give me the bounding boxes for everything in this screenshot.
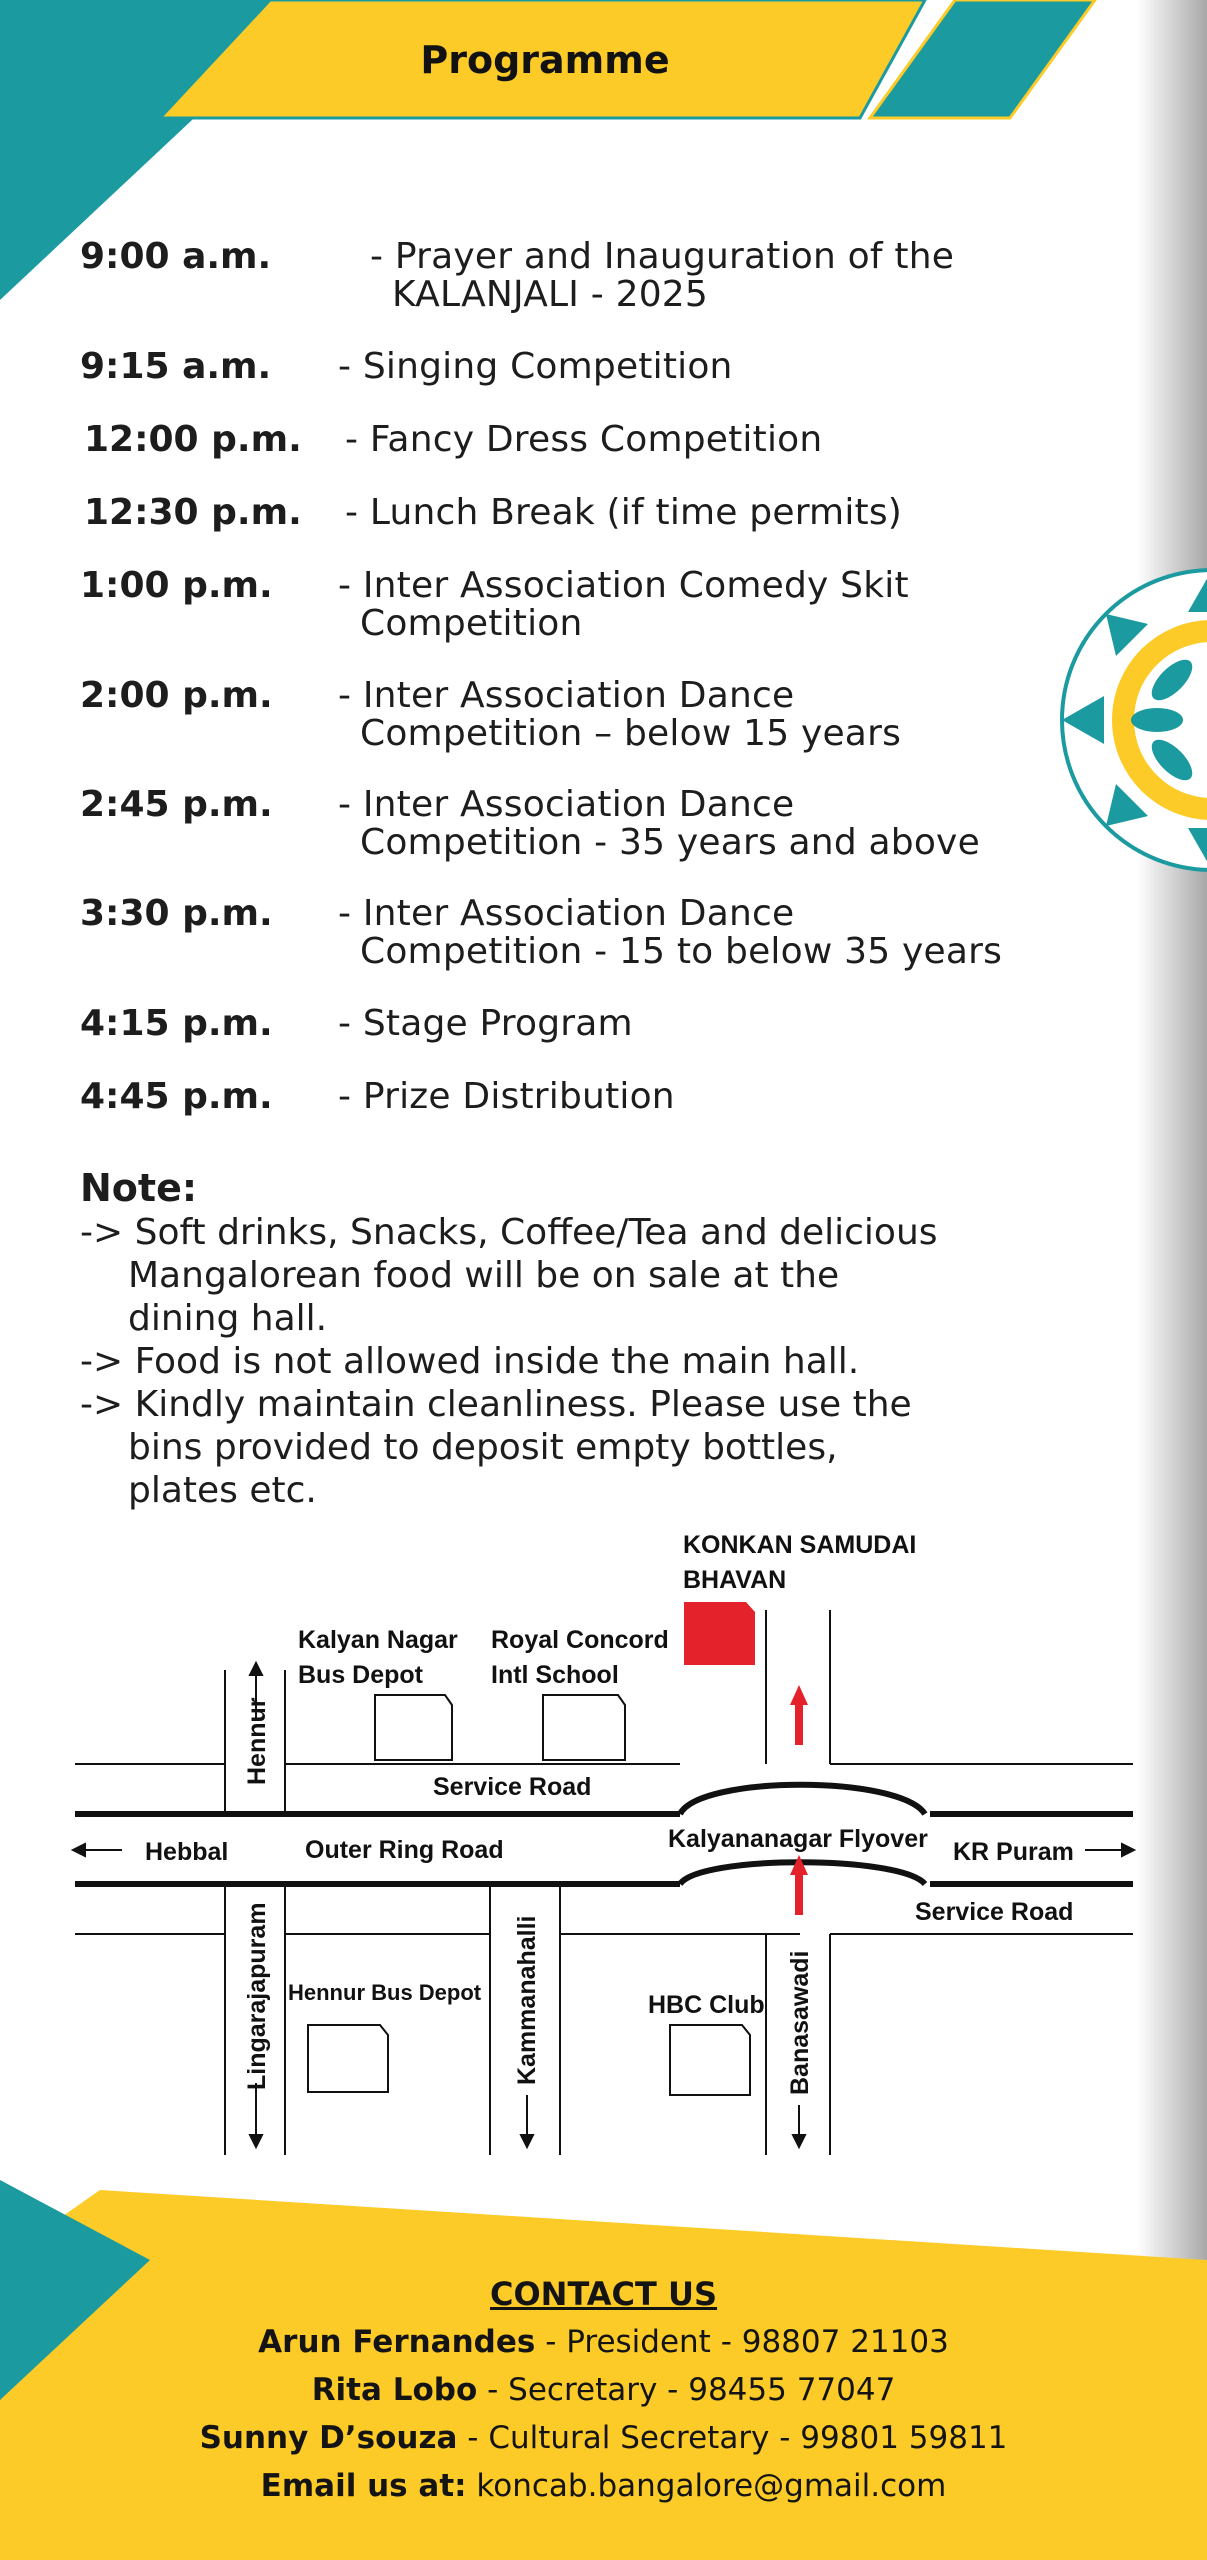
email-label: Email us at: bbox=[260, 2468, 467, 2504]
schedule-time: 1:00 p.m. bbox=[80, 565, 273, 606]
note-line: dining hall. bbox=[128, 1298, 328, 1339]
schedule-time: 12:00 p.m. bbox=[84, 419, 302, 460]
building-hbc-club bbox=[670, 2025, 750, 2095]
banasawadi-label: Banasawadi bbox=[786, 1950, 814, 2095]
email-link[interactable]: koncab.bangalore@gmail.com bbox=[466, 2468, 947, 2504]
note-line: -> Food is not allowed inside the main hall. bbox=[80, 1341, 860, 1382]
lingarajapuram-label: Lingarajapuram bbox=[243, 1902, 271, 2090]
note-item bbox=[80, 1340, 1130, 1383]
outer-ring-road-label: Outer Ring Road bbox=[305, 1836, 504, 1864]
schedule-desc: - Fancy Dress Competition bbox=[345, 419, 823, 460]
schedule-row bbox=[80, 421, 1140, 494]
schedule-desc bbox=[338, 677, 901, 753]
service-road-label: Service Road bbox=[433, 1773, 592, 1801]
venue-marker bbox=[684, 1602, 755, 1665]
schedule-desc-line2: KALANJALI - 2025 bbox=[392, 274, 709, 315]
hebbal-label: Hebbal bbox=[145, 1838, 229, 1866]
contact-name: Rita Lobo bbox=[311, 2372, 478, 2408]
schedule-desc: - Prize Distribution bbox=[338, 1076, 675, 1117]
contact-name: Sunny D’souza bbox=[199, 2420, 458, 2456]
schedule-time: 9:15 a.m. bbox=[80, 346, 272, 387]
note-item bbox=[80, 1211, 1130, 1340]
note-line: plates etc. bbox=[128, 1470, 317, 1511]
kalyan-nagar-label: Kalyan Nagar bbox=[298, 1626, 458, 1654]
note-section bbox=[80, 1165, 1130, 1512]
note-item bbox=[80, 1383, 1130, 1512]
schedule-row bbox=[80, 677, 1140, 786]
hbc-club-label: HBC Club bbox=[648, 1991, 765, 2019]
note-title: Note: bbox=[80, 1166, 198, 1210]
schedule-time: 12:30 p.m. bbox=[84, 492, 302, 533]
schedule-desc bbox=[338, 786, 980, 862]
red-arrow-icon bbox=[790, 1685, 808, 1915]
contact-details: - Cultural Secretary - 99801 59811 bbox=[457, 2420, 1008, 2456]
contact-row-president bbox=[0, 2318, 1207, 2366]
contact-name: Arun Fernandes bbox=[258, 2324, 536, 2360]
schedule-desc-line: - Prayer and Inauguration of the bbox=[370, 236, 955, 277]
schedule-time: 2:45 p.m. bbox=[80, 784, 273, 825]
schedule-desc-line2: Competition - 35 years and above bbox=[360, 822, 980, 863]
location-map bbox=[0, 1520, 1207, 2160]
schedule-desc bbox=[338, 895, 1002, 971]
hennur-bus-depot-label: Hennur Bus Depot bbox=[288, 1980, 482, 2005]
contact-heading: CONTACT US bbox=[489, 2275, 718, 2313]
schedule-row bbox=[80, 238, 1140, 348]
schedule-row bbox=[80, 348, 1140, 421]
schedule-row bbox=[80, 1005, 1140, 1078]
building-hennur-depot bbox=[308, 2025, 388, 2092]
kalyan-nagar-label: Bus Depot bbox=[298, 1661, 423, 1689]
schedule-desc-line: - Inter Association Dance bbox=[338, 893, 795, 934]
schedule-desc-line2: Competition – below 15 years bbox=[360, 713, 902, 754]
schedule-row bbox=[80, 895, 1140, 1005]
map-roads bbox=[75, 1610, 1133, 2155]
schedule-desc: - Singing Competition bbox=[338, 346, 733, 387]
schedule-desc-line2: Competition bbox=[360, 603, 583, 644]
schedule-desc-line: - Inter Association Comedy Skit bbox=[338, 565, 909, 606]
schedule-time: 4:15 p.m. bbox=[80, 1003, 273, 1044]
hennur-label: Hennur bbox=[243, 1697, 271, 1785]
page-title: Programme bbox=[420, 38, 670, 82]
building-royal-concord bbox=[543, 1695, 625, 1760]
schedule-row bbox=[80, 786, 1140, 895]
schedule-desc: - Stage Program bbox=[338, 1003, 633, 1044]
note-line: Mangalorean food will be on sale at the bbox=[128, 1255, 840, 1296]
schedule-row bbox=[80, 1078, 1140, 1151]
note-line: -> Soft drinks, Snacks, Coffee/Tea and delicious bbox=[80, 1212, 938, 1253]
schedule-desc-line2: Competition - 15 to below 35 years bbox=[360, 931, 1003, 972]
venue-label: KONKAN SAMUDAI bbox=[683, 1531, 917, 1559]
schedule-time: 3:30 p.m. bbox=[80, 893, 273, 934]
schedule-desc bbox=[338, 567, 909, 643]
contact-details: - Secretary - 98455 77047 bbox=[477, 2372, 896, 2408]
contact-details: - President - 98807 21103 bbox=[535, 2324, 949, 2360]
contact-email-row bbox=[0, 2462, 1207, 2510]
contact-section bbox=[0, 2270, 1207, 2510]
flyover-label: Kalyananagar Flyover bbox=[668, 1825, 928, 1853]
note-line: bins provided to deposit empty bottles, bbox=[128, 1427, 838, 1468]
schedule-time: 9:00 a.m. bbox=[80, 236, 272, 277]
schedule-row bbox=[80, 494, 1140, 567]
schedule-time: 4:45 p.m. bbox=[80, 1076, 273, 1117]
schedule-desc-line: - Inter Association Dance bbox=[338, 784, 795, 825]
note-line: -> Kindly maintain cleanliness. Please use the bbox=[80, 1384, 912, 1425]
royal-concord-label: Royal Concord bbox=[491, 1626, 669, 1654]
schedule-desc bbox=[370, 238, 954, 314]
contact-row-cultural-secretary bbox=[0, 2414, 1207, 2462]
schedule-list bbox=[80, 238, 1140, 1151]
kr-puram-label: KR Puram bbox=[953, 1838, 1074, 1866]
schedule-time: 2:00 p.m. bbox=[80, 675, 273, 716]
schedule-row bbox=[80, 567, 1140, 677]
schedule-desc: - Lunch Break (if time permits) bbox=[345, 492, 903, 533]
kammanahalli-label: Kammanahalli bbox=[513, 1915, 541, 2085]
service-road-label: Service Road bbox=[915, 1898, 1074, 1926]
royal-concord-label: Intl School bbox=[491, 1661, 619, 1689]
schedule-desc-line: - Inter Association Dance bbox=[338, 675, 795, 716]
contact-row-secretary bbox=[0, 2366, 1207, 2414]
venue-label: BHAVAN bbox=[683, 1566, 787, 1594]
building-kalyan-nagar bbox=[375, 1695, 452, 1760]
